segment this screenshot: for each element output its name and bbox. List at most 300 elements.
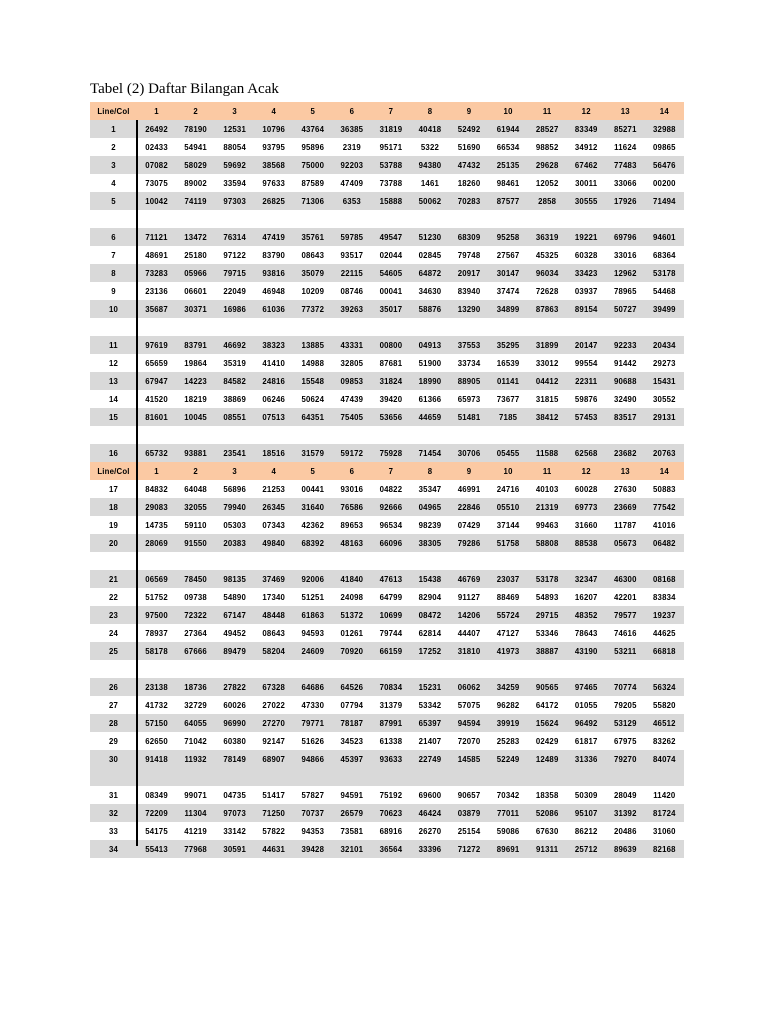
table-row [90,174,684,192]
table-cell: 58029 [184,160,207,170]
table-cell: 51481 [457,412,481,422]
table-cell: 48352 [574,610,598,620]
table-cell: 70920 [340,646,364,656]
table-cell: 67947 [145,376,168,386]
table-cell: 59785 [340,232,364,242]
table-cell: 77542 [653,502,676,512]
table-cell: 84832 [145,484,168,494]
table-cell: 24716 [496,484,520,494]
table-cell: 08643 [301,250,325,260]
table-cell: 48163 [340,538,364,548]
table-cell: 16986 [223,304,246,314]
table-cell: 31660 [574,520,598,530]
column-header: 13 [620,466,630,476]
table-header-row [90,462,684,480]
table-cell: 34912 [574,142,598,152]
table-cell: 41973 [496,646,520,656]
table-cell: 72628 [535,286,559,296]
line-number: 26 [108,682,119,692]
table-cell: 51626 [301,736,325,746]
table-cell: 09865 [653,142,676,152]
line-number: 13 [108,376,119,386]
table-cell: 2858 [538,196,557,206]
table-cell: 02433 [145,142,168,152]
table-cell: 13290 [457,304,481,314]
table-cell: 78643 [574,628,598,638]
table-cell: 43764 [301,124,325,134]
column-header: 12 [581,466,591,476]
table-cell: 68392 [301,538,325,548]
table-cell: 34523 [340,736,364,746]
line-number: 16 [108,448,119,458]
table-cell: 52249 [496,754,520,764]
table-cell: 32347 [574,574,598,584]
line-number: 4 [111,178,116,188]
table-cell: 46512 [653,718,676,728]
table-cell: 69796 [613,232,637,242]
table-header-row [90,102,684,120]
table-cell: 79205 [613,700,637,710]
line-number: 15 [108,412,119,422]
table-cell: 11420 [653,790,676,800]
table-cell: 96534 [379,520,403,530]
table-cell: 46948 [262,286,286,296]
table-cell: 64172 [535,700,559,710]
table-row [90,822,684,840]
table-cell: 07513 [262,412,286,422]
table-cell: 83834 [653,592,676,602]
line-number: 5 [111,196,116,206]
table-cell: 31824 [379,376,403,386]
table-cell: 74119 [184,196,207,206]
table-cell: 76314 [223,232,246,242]
table-cell: 27630 [613,484,637,494]
table-row [90,282,684,300]
table-cell: 49452 [223,628,246,638]
table-row [90,678,684,696]
table-cell: 30706 [457,448,481,458]
table-cell: 64686 [301,682,325,692]
table-cell: 77483 [613,160,637,170]
table-cell: 79270 [613,754,637,764]
table-cell: 39919 [496,718,520,728]
table-cell: 94601 [653,232,676,242]
table-cell: 61944 [496,124,520,134]
table-cell: 03937 [574,286,598,296]
table-cell: 48448 [262,610,286,620]
table-cell: 22049 [223,286,246,296]
line-number: 33 [108,826,119,836]
table-cell: 83790 [262,250,286,260]
table-cell: 31815 [535,394,559,404]
table-cell: 60028 [574,484,598,494]
table-cell: 33012 [535,358,559,368]
table-row [90,804,684,822]
table-cell: 58204 [262,646,286,656]
table-row [90,498,684,516]
table-cell: 02845 [418,250,442,260]
column-header: 7 [388,466,394,476]
table-cell: 18736 [184,682,207,692]
table-cell: 06601 [184,286,207,296]
table-cell: 34259 [496,682,520,692]
table-row [90,192,684,210]
table-cell: 00041 [379,286,403,296]
table-cell: 33066 [613,178,637,188]
table-cell: 14206 [457,610,481,620]
table-cell: 05303 [223,520,246,530]
table-cell: 25180 [184,250,207,260]
table-cell: 66534 [496,142,520,152]
line-number: 29 [108,736,119,746]
column-header: 12 [581,106,591,116]
column-header: 10 [503,466,513,476]
table-cell: 33734 [457,358,481,368]
table-cell: 09738 [184,592,207,602]
table-cell: 68916 [379,826,403,836]
table-cell: 26579 [340,808,364,818]
table-cell: 91127 [457,592,481,602]
table-cell: 15888 [379,196,403,206]
table-cell: 06569 [145,574,168,584]
table-cell: 35347 [418,484,442,494]
table-cell: 94593 [301,628,325,638]
table-row [90,786,684,804]
table-cell: 21319 [535,502,559,512]
table-cell: 32055 [184,502,207,512]
line-number: 1 [111,124,116,134]
line-number: 32 [108,808,119,818]
table-cell: 79771 [301,718,325,728]
table-cell: 36319 [535,232,559,242]
table-cell: 73075 [145,178,168,188]
column-header: 11 [542,106,552,116]
table-cell: 85271 [613,124,637,134]
table-cell: 27022 [262,700,286,710]
table-cell: 01055 [574,700,598,710]
table-cell: 94353 [301,826,325,836]
table-cell: 66096 [379,538,403,548]
column-header: 10 [503,106,513,116]
table-cell: 04735 [223,790,246,800]
table-cell: 14735 [145,520,168,530]
table-cell: 39428 [301,844,325,854]
table-cell: 07429 [457,520,481,530]
column-header: 7 [388,106,394,116]
table-cell: 99554 [574,358,598,368]
table-cell: 20383 [223,538,246,548]
table-cell: 70342 [496,790,520,800]
table-cell: 93016 [340,484,364,494]
table-cell: 22115 [340,268,363,278]
table-cell: 18990 [418,376,442,386]
table-cell: 71494 [653,196,676,206]
table-cell: 07343 [262,520,286,530]
table-cell: 07794 [340,700,364,710]
table-cell: 37553 [457,340,481,350]
table-cell: 66159 [379,646,403,656]
table-cell: 65659 [145,358,168,368]
table-cell: 24609 [301,646,325,656]
table-cell: 54941 [184,142,207,152]
table-cell: 04913 [418,340,442,350]
table-cell: 87863 [535,304,559,314]
table-row [90,732,684,750]
table-cell: 74616 [613,628,637,638]
table-cell: 92147 [262,736,286,746]
table-row [90,714,684,732]
table-cell: 24098 [340,592,364,602]
table-cell: 08472 [418,610,442,620]
table-cell: 70737 [301,808,325,818]
table-cell: 93881 [184,448,207,458]
table-cell: 51752 [145,592,168,602]
table-cell: 50883 [653,484,676,494]
blank-row [90,318,684,336]
table-cell: 97465 [574,682,598,692]
table-cell: 86212 [574,826,598,836]
table-cell: 96990 [223,718,246,728]
table-cell: 52492 [457,124,481,134]
table-row [90,588,684,606]
table-cell: 54605 [379,268,403,278]
table-cell: 47613 [379,574,403,584]
column-header: 8 [427,466,433,476]
table-cell: 23037 [496,574,520,584]
table-cell: 40418 [418,124,442,134]
table-cell: 33396 [418,844,442,854]
table-cell: 30552 [653,394,676,404]
table-cell: 39420 [379,394,403,404]
table-cell: 00200 [653,178,676,188]
table-cell: 46692 [223,340,246,350]
table-cell: 87681 [379,358,403,368]
table-cell: 97619 [145,340,168,350]
table-cell: 75192 [379,790,403,800]
table-cell: 05510 [496,502,520,512]
table-cell: 38305 [418,538,442,548]
table-cell: 47419 [262,232,286,242]
table-cell: 11588 [536,448,559,458]
table-cell: 27822 [223,682,246,692]
line-number: 17 [108,484,119,494]
table-cell: 11932 [184,754,207,764]
table-cell: 25283 [496,736,520,746]
table-cell: 55724 [496,610,520,620]
table-cell: 98135 [223,574,246,584]
table-cell: 20434 [653,340,676,350]
table-row [90,336,684,354]
column-header: 2 [193,106,198,116]
table-cell: 52086 [535,808,559,818]
blank-row [90,660,684,678]
table-cell: 37474 [496,286,520,296]
table-cell: 38323 [262,340,286,350]
table-cell: 88054 [223,142,246,152]
table-cell: 32988 [653,124,676,134]
table-cell: 50309 [574,790,598,800]
page-title: Tabel (2) Daftar Bilangan Acak [90,81,279,97]
table-cell: 08349 [145,790,168,800]
table-cell: 64351 [301,412,325,422]
line-number: 18 [108,502,119,512]
table-cell: 92233 [613,340,637,350]
table-cell: 23138 [145,682,168,692]
table-cell: 57827 [301,790,325,800]
table-row [90,354,684,372]
table-cell: 33142 [223,826,246,836]
table-cell: 19237 [653,610,676,620]
table-cell: 59110 [184,520,207,530]
table-cell: 61036 [262,304,286,314]
table-cell: 91311 [536,844,559,854]
table-cell: 37144 [496,520,520,530]
table-cell: 15548 [301,376,325,386]
table-cell: 45397 [340,754,364,764]
column-header: 14 [659,106,669,116]
table-cell: 5322 [420,142,440,152]
table-cell: 11304 [184,808,207,818]
table-row [90,534,684,552]
table-cell: 89002 [184,178,207,188]
table-cell: 23682 [613,448,637,458]
table-row [90,606,684,624]
table-cell: 77011 [496,808,520,818]
table-cell: 90565 [535,682,559,692]
table-cell: 51372 [340,610,364,620]
column-header: 3 [232,466,237,476]
line-number: 10 [108,304,119,314]
table-cell: 41520 [145,394,168,404]
table-cell: 35017 [379,304,403,314]
table-cell: 16539 [496,358,520,368]
table-cell: 84074 [653,754,676,764]
table-cell: 25154 [457,826,481,836]
table-cell: 23669 [613,502,637,512]
table-cell: 97633 [262,178,286,188]
table-cell: 57075 [457,700,481,710]
table-cell: 84582 [223,376,246,386]
table-cell: 34630 [418,286,442,296]
table-cell: 62650 [145,736,168,746]
table-cell: 44407 [457,628,481,638]
table-cell: 19864 [184,358,207,368]
table-cell: 31579 [301,448,325,458]
table-cell: 02044 [379,250,403,260]
table-cell: 47432 [457,160,481,170]
table-cell: 78190 [184,124,207,134]
table-row [90,372,684,390]
table-cell: 17252 [418,646,442,656]
table-cell: 49547 [379,232,403,242]
table-cell: 71454 [418,448,442,458]
table-cell: 09853 [340,376,364,386]
table-cell: 01261 [340,628,364,638]
table-cell: 96492 [574,718,598,728]
table-cell: 60328 [574,250,598,260]
column-header: 3 [232,106,237,116]
table-cell: 51758 [496,538,520,548]
table-cell: 07082 [145,160,168,170]
table-cell: 32490 [613,394,637,404]
table-cell: 22846 [457,502,481,512]
column-header: 5 [310,106,316,116]
table-cell: 03879 [457,808,481,818]
table-cell: 67630 [535,826,559,836]
table-cell: 78187 [340,718,364,728]
table-cell: 95258 [496,232,520,242]
table-cell: 60380 [223,736,246,746]
table-row [90,624,684,642]
table-cell: 53656 [379,412,403,422]
table-cell: 13472 [184,232,207,242]
table-row [90,120,684,138]
table-cell: 46424 [418,808,442,818]
table-cell: 70834 [379,682,403,692]
table-cell: 51251 [301,592,325,602]
table-cell: 35079 [301,268,325,278]
table-cell: 13885 [301,340,325,350]
table-cell: 95107 [574,808,598,818]
table-cell: 47127 [496,628,520,638]
table-cell: 38568 [262,160,286,170]
table-cell: 1461 [420,178,440,188]
table-cell: 62814 [418,628,442,638]
table-cell: 78937 [145,628,168,638]
table-cell: 10042 [145,196,168,206]
table-cell: 75000 [301,160,325,170]
table-cell: 61863 [301,610,325,620]
line-number: 23 [108,610,119,620]
column-header: 6 [349,106,355,116]
table-cell: 23136 [145,286,168,296]
table-cell: 38869 [223,394,246,404]
table-cell: 93816 [262,268,286,278]
table-cell: 25712 [574,844,598,854]
table-cell: 53129 [613,718,637,728]
column-header: 11 [542,466,552,476]
table-row [90,750,684,768]
table-cell: 57822 [262,826,286,836]
table-cell: 97122 [223,250,246,260]
table-cell: 94594 [457,718,481,728]
table-cell: 26270 [418,826,442,836]
table-cell: 67328 [262,682,286,692]
table-cell: 71306 [301,196,325,206]
table-cell: 28069 [145,538,168,548]
table-cell: 34899 [496,304,520,314]
table-cell: 31392 [613,808,637,818]
table-cell: 30011 [575,178,598,188]
table-cell: 61366 [418,394,442,404]
table-cell: 53211 [614,646,637,656]
table-cell: 15231 [418,682,442,692]
table-cell: 38887 [535,646,559,656]
table-cell: 14585 [457,754,481,764]
table-cell: 35687 [145,304,168,314]
table-cell: 69600 [418,790,442,800]
table-cell: 48691 [145,250,168,260]
table-cell: 70283 [457,196,481,206]
table-cell: 29131 [653,412,676,422]
table-cell: 53342 [418,700,442,710]
column-header: 4 [271,106,276,116]
line-number: 34 [108,844,119,854]
table-cell: 90688 [613,376,637,386]
table-cell: 89639 [613,844,637,854]
line-number: 22 [108,592,119,602]
table-cell: 29273 [653,358,676,368]
